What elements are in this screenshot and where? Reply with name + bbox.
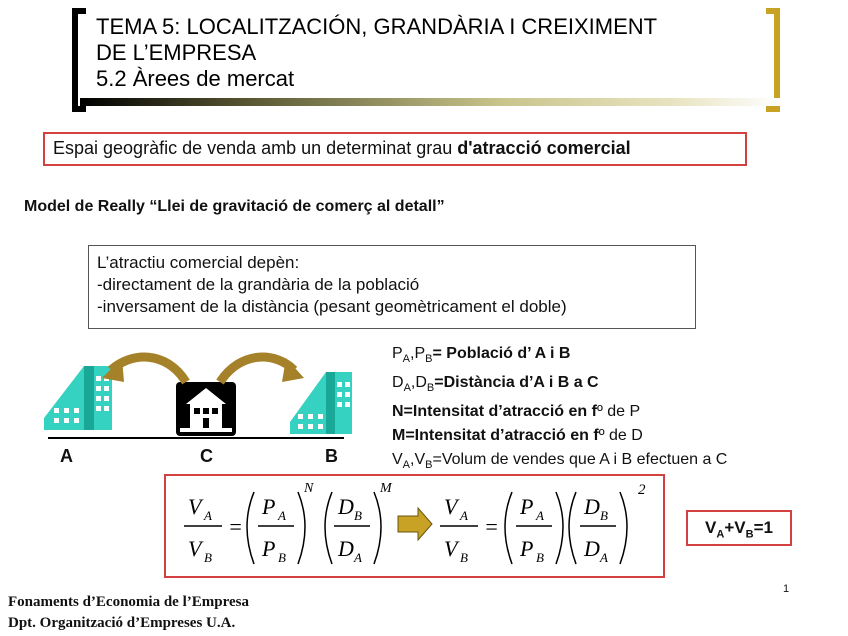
footer	[8, 592, 249, 634]
info-box	[88, 245, 696, 329]
label-b: B	[325, 446, 338, 466]
label-c: C	[200, 446, 213, 466]
implies-arrow-icon	[398, 508, 432, 540]
formula-vb2-v: V	[444, 536, 458, 561]
formula-pa-p: P	[262, 494, 276, 519]
legend-n: N=Intensitat d’atracció en fº de P	[392, 403, 641, 421]
header-rule	[80, 98, 780, 106]
title-line-1: TEMA 5: LOCALITZACIÓN, GRANDÀRIA I CREIXIMENT	[96, 14, 658, 39]
gravity-formula	[170, 478, 660, 574]
formula-va-v: V	[188, 494, 202, 519]
formula-exp-m: M	[380, 481, 392, 496]
formula-vb-sub: B	[204, 550, 212, 565]
formula-db2-d: D	[584, 494, 600, 519]
formula-db-sub: B	[354, 508, 362, 523]
market-diagram	[36, 340, 366, 440]
title-line-2: DE L’EMPRESA	[96, 40, 257, 65]
label-a: A	[60, 446, 73, 466]
formula-db2-sub: B	[600, 508, 608, 523]
formula-pa-sub: A	[278, 508, 286, 523]
formula-exp-n: N	[304, 481, 314, 496]
legend-volume: $V_A,V_B=Volum$ de vendes que A i B efectuen a C	[392, 451, 728, 472]
formula-pb-p: P	[262, 536, 276, 561]
footer-line-1: Fonaments d’Economia de l’Empresa	[8, 594, 249, 610]
formula-pa2-sub: A	[536, 508, 544, 523]
formula-da2-sub: A	[600, 550, 608, 565]
model-title: Model de Really “Llei de gravitació de comerç al detall”	[24, 198, 445, 215]
city-a-building-icon	[44, 366, 112, 430]
store-c-icon	[176, 382, 236, 436]
info-line-2: -directament de la grandària de la població	[97, 275, 420, 294]
legend-m: M=Intensitat d’atracció en fº de D	[392, 427, 643, 445]
left-bracket	[72, 8, 86, 112]
title-line-3: 5.2 Àrees de mercat	[96, 66, 295, 91]
info-line-3: -inversament de la distància (pesant geomètricament el doble)	[97, 297, 567, 316]
definition-box	[43, 132, 747, 166]
formula-pb-sub: B	[278, 550, 286, 565]
page-number: 1	[783, 583, 790, 595]
legend-population: $P_A,P_B=$ Població d’ A i B	[392, 345, 571, 366]
right-bracket	[766, 8, 780, 112]
formula-da-d: D	[338, 536, 354, 561]
info-line-1: L’atractiu comercial depèn:	[97, 253, 300, 272]
formula-va2-sub: A	[460, 508, 468, 523]
formula-pb2-sub: B	[536, 550, 544, 565]
formula-vb2-sub: B	[460, 550, 468, 565]
diagram-baseline	[48, 437, 344, 439]
formula-da2-d: D	[584, 536, 600, 561]
variable-legend	[392, 342, 727, 478]
formula-va-sub: A	[204, 508, 212, 523]
formula-eq-2: =	[484, 514, 499, 539]
formula-da-sub: A	[354, 550, 362, 565]
footer-line-2: Dpt. Organització d’Empreses U.A.	[8, 615, 236, 631]
legend-distance: $D_A,D_B=Distància$ d’A i B a C	[392, 374, 599, 395]
city-b-building-icon	[290, 372, 352, 434]
volume-sum-box: $V_A+V_B=1$	[686, 510, 792, 546]
formula-eq-1: =	[228, 514, 243, 539]
definition-text: Espai geogràfic de venda amb un determinat grau	[53, 138, 458, 158]
definition-bold: d'atracció comercial	[457, 138, 631, 158]
formula-pb2-p: P	[520, 536, 534, 561]
formula-db-d: D	[338, 494, 354, 519]
formula-va2-v: V	[444, 494, 458, 519]
slide-title	[96, 14, 657, 92]
formula-vb-v: V	[188, 536, 202, 561]
formula-pa2-p: P	[520, 494, 534, 519]
formula-exp-2: 2	[638, 482, 646, 498]
